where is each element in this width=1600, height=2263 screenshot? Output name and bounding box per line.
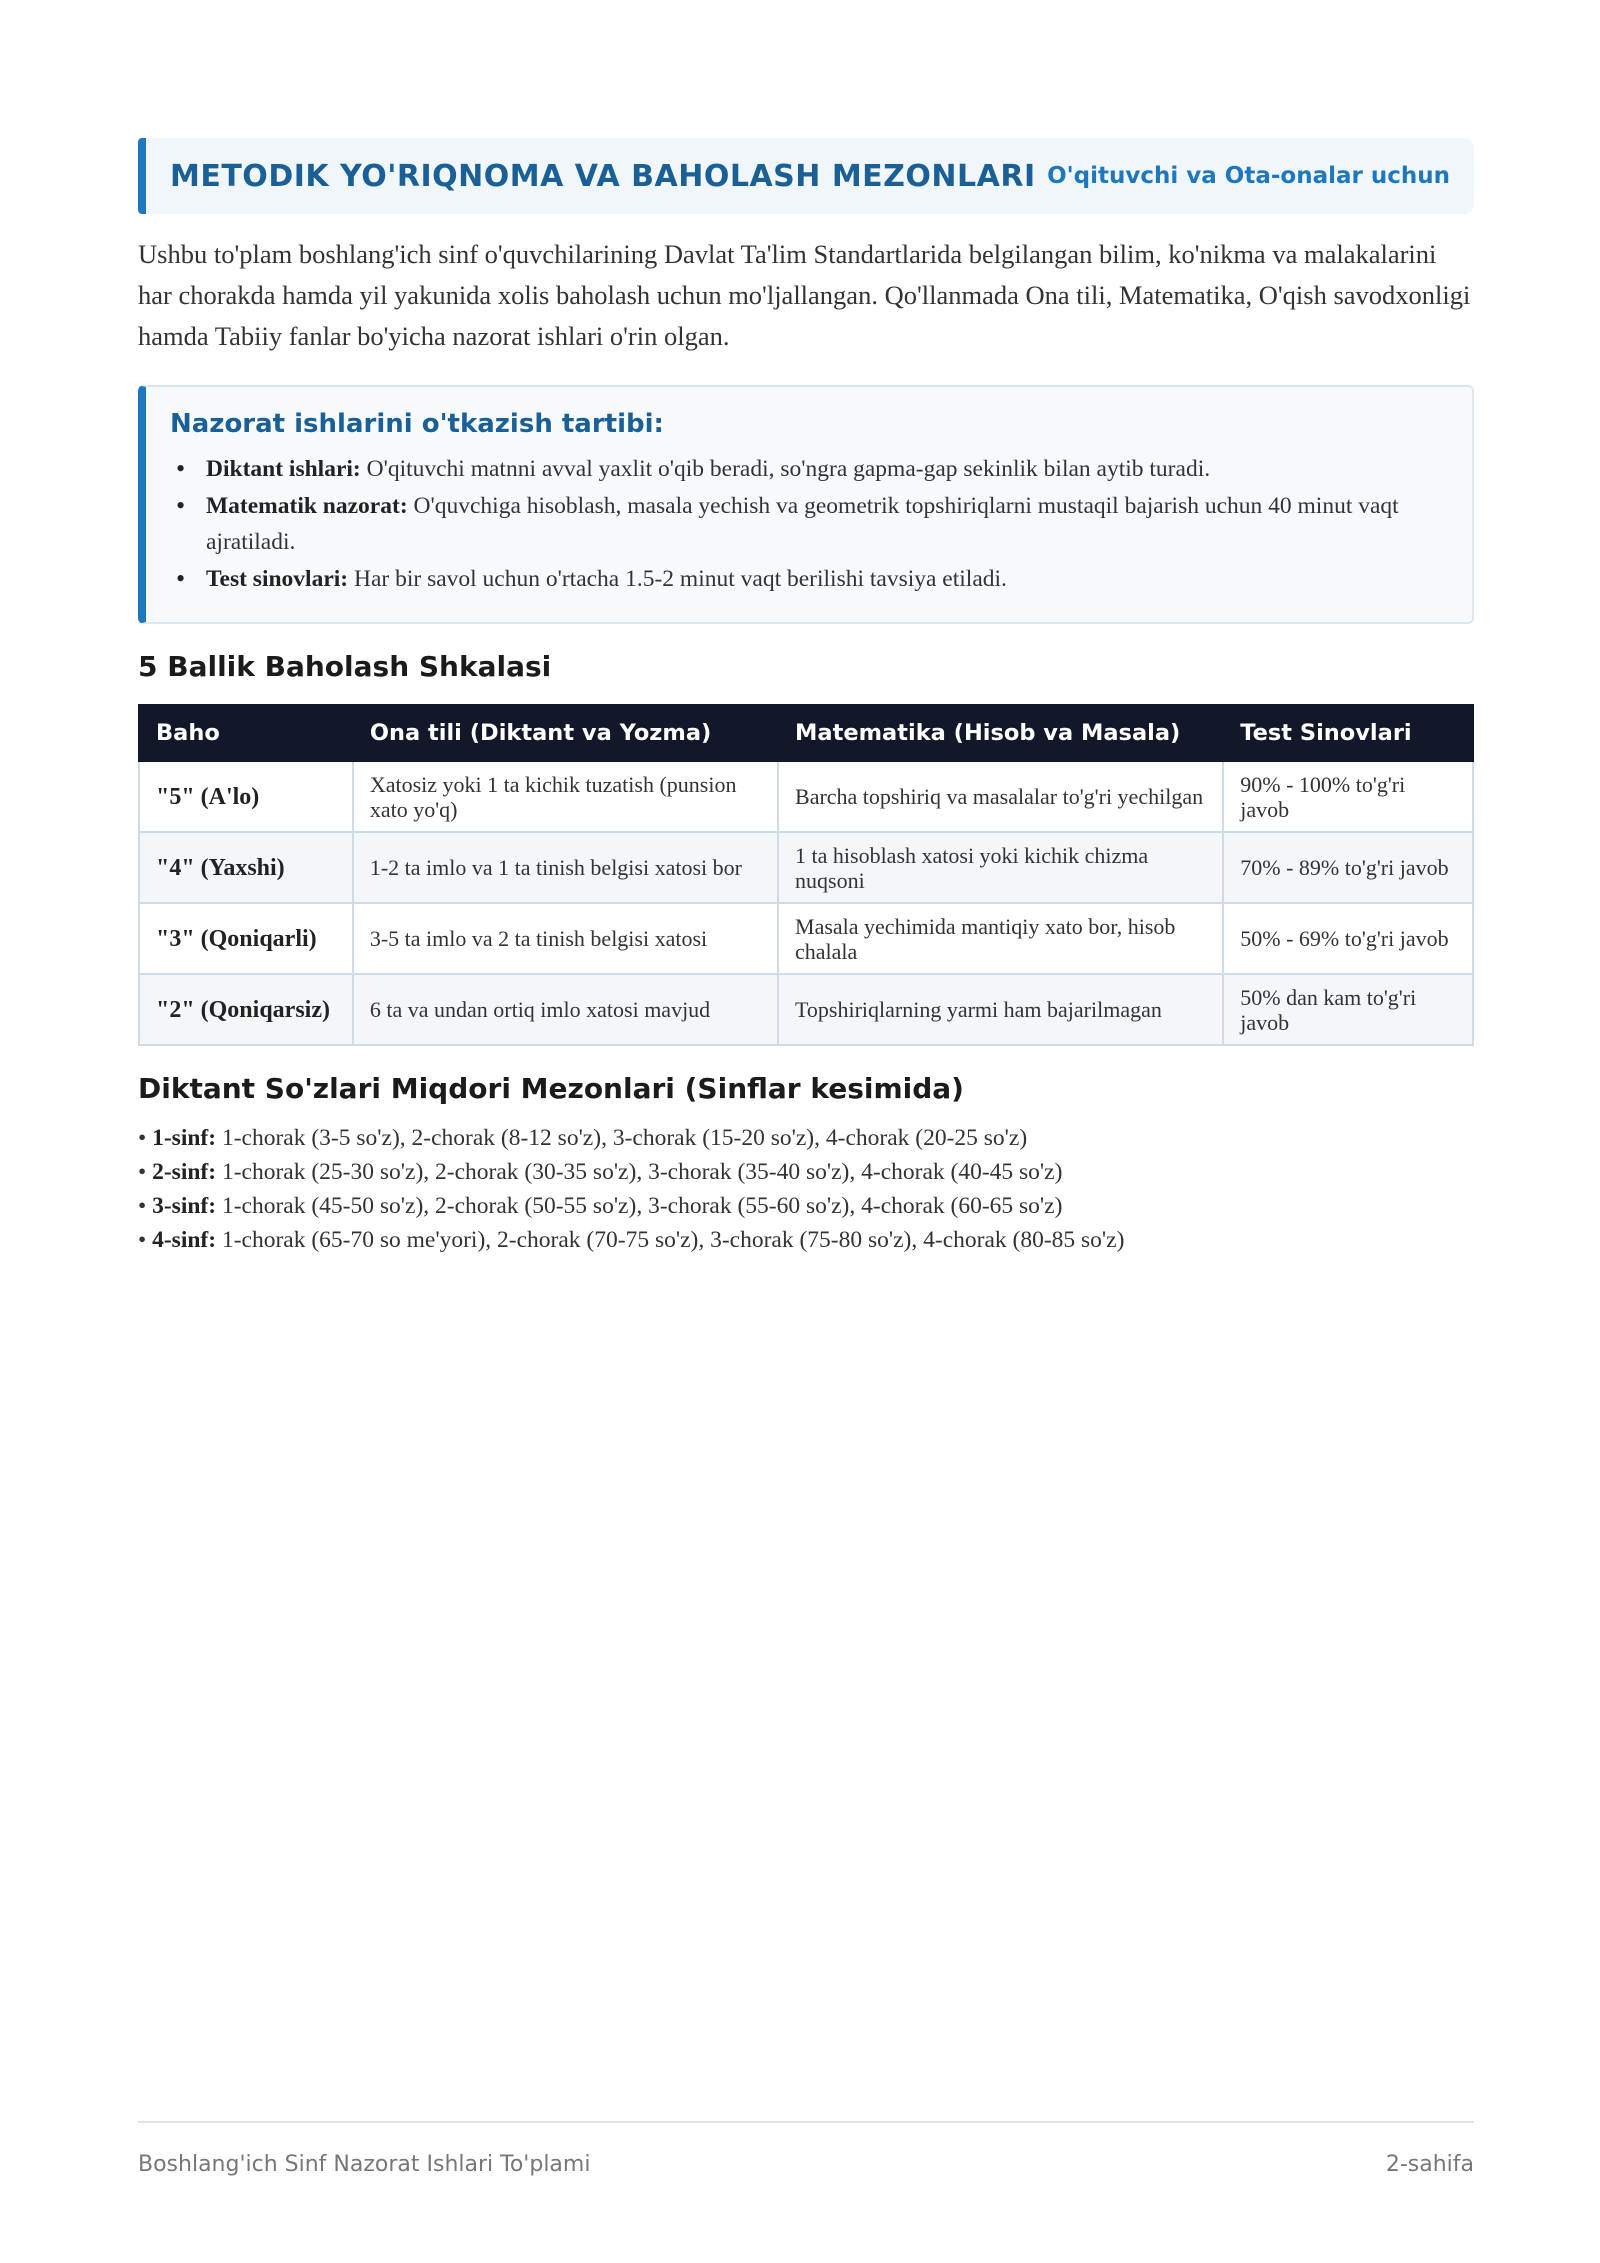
table-cell: 70% - 89% to'g'ri javob	[1223, 832, 1473, 903]
document-page	[138, 0, 1474, 2263]
procedure-item-label: Diktant ishlari:	[206, 456, 361, 482]
procedure-item-text: Har bir savol uchun o'rtacha 1.5-2 minut vaqt berilishi tavsiya etiladi.	[348, 565, 1007, 592]
grading-section-title: 5 Ballik Baholash Shkalasi	[138, 650, 552, 683]
grading-table	[138, 704, 1474, 1046]
page-subtitle: O'qituvchi va Ota-onalar uchun	[1047, 163, 1450, 189]
list-item-text: 1-chorak (25-30 so'z), 2-chorak (30-35 so'z), 3-chorak (35-40 so'z), 4-chorak (40-45 so'z)	[216, 1159, 1063, 1185]
intro-paragraph: Ushbu to'plam boshlang'ich sinf o'quvchilarining Davlat Ta'lim Standartlarida belgilangan bilim, ko'nikma va malakalarini har chorakda hamda yil yakunida xolis baholash uchun mo'ljallangan. Qo'llanmada Ona tili, Matematika, O'qish savodxonligi hamda Tabiiy fanlar bo'yicha nazorat ishlari o'rin olgan.	[138, 239, 1471, 351]
grade-label: 1-sinf:	[152, 1125, 217, 1151]
procedure-item-math	[170, 488, 1448, 561]
list-item-text: 1-chorak (65-70 so me'yori), 2-chorak (70-75 so'z), 3-chorak (75-80 so'z), 4-chorak (80-85 so'z)	[216, 1227, 1125, 1253]
footer-document-title: Boshlang'ich Sinf Nazorat Ishlari To'plami	[138, 2152, 591, 2177]
table-cell: Topshiriqlarning yarmi ham bajarilmagan	[778, 974, 1223, 1045]
page-title: METODIK YO'RIQNOMA VA BAHOLASH MEZONLARI	[170, 158, 1036, 194]
procedure-item-text: O'qituvchi matnni avval yaxlit o'qib beradi, so'ngra gapma-gap sekinlik bilan aytib turadi.	[360, 456, 1211, 482]
footer-divider	[138, 2121, 1474, 2123]
list-item-text: 1-chorak (3-5 so'z), 2-chorak (8-12 so'z), 3-chorak (15-20 so'z), 4-chorak (20-25 so'z)	[216, 1125, 1028, 1151]
table-cell: 1-2 ta imlo va 1 ta tinish belgisi xatosi bor	[353, 832, 778, 903]
table-cell: 3-5 ta imlo va 2 ta tinish belgisi xatosi	[353, 903, 778, 974]
table-cell: Barcha topshiriq va masalalar to'g'ri yechilgan	[778, 761, 1223, 832]
column-header-language: Ona tili (Diktant va Yozma)	[353, 705, 778, 761]
table-cell: 50% dan kam to'g'ri javob	[1223, 974, 1473, 1045]
table-cell: 50% - 69% to'g'ri javob	[1223, 903, 1473, 974]
table-cell: 1 ta hisoblash xatosi yoki kichik chizma nuqsoni	[778, 832, 1223, 903]
grade-cell: "5" (A'lo)	[139, 761, 353, 832]
dictation-section-title: Diktant So'zlari Miqdori Mezonlari (Sinflar kesimida)	[138, 1072, 964, 1105]
table-row	[139, 832, 1473, 903]
procedure-item-text: O'quvchiga hisoblash, masala yechish va geometrik topshiriqlarni mustaqil bajarish uchun 40 minut vaqt ajratiladi.	[206, 492, 1399, 555]
list-item: • 2-sinf: 1-chorak (25-30 so'z), 2-chorak (30-35 so'z), 3-chorak (35-40 so'z), 4-chorak (40-45 so'z)	[138, 1159, 1063, 1185]
procedure-item-label: Matematik nazorat:	[206, 492, 408, 519]
list-item: • 1-sinf: 1-chorak (3-5 so'z), 2-chorak (8-12 so'z), 3-chorak (15-20 so'z), 4-chorak (20-25 so'z)	[138, 1125, 1028, 1151]
list-item-text: 1-chorak (45-50 so'z), 2-chorak (50-55 so'z), 3-chorak (55-60 so'z), 4-chorak (60-65 so'z)	[216, 1193, 1063, 1219]
procedure-box	[138, 385, 1474, 624]
grade-cell: "3" (Qoniqarli)	[139, 903, 353, 974]
page-number: 2-sahifa	[1385, 2152, 1474, 2177]
dictation-list	[138, 1121, 1474, 1257]
grade-label: 4-sinf:	[152, 1227, 217, 1253]
procedure-list	[170, 451, 1448, 597]
list-item: • 4-sinf: 1-chorak (65-70 so me'yori), 2-chorak (70-75 so'z), 3-chorak (75-80 so'z), 4-chorak (80-85 so'z)	[138, 1227, 1125, 1253]
procedure-item-label: Test sinovlari:	[206, 565, 349, 592]
grade-label: 2-sinf:	[152, 1159, 217, 1185]
grade-label: 3-sinf:	[152, 1193, 217, 1219]
table-cell: 6 ta va undan ortiq imlo xatosi mavjud	[353, 974, 778, 1045]
grade-cell: "4" (Yaxshi)	[139, 832, 353, 903]
table-row	[139, 761, 1473, 832]
procedure-item-dictation	[170, 451, 1448, 488]
column-header-test: Test Sinovlari	[1223, 705, 1473, 761]
page-header-banner	[138, 138, 1474, 214]
grading-table-header-row	[139, 705, 1473, 761]
procedure-item-test	[170, 561, 1448, 598]
list-item: • 3-sinf: 1-chorak (45-50 so'z), 2-chorak (50-55 so'z), 3-chorak (55-60 so'z), 4-chorak (60-65 so'z)	[138, 1193, 1063, 1219]
table-row	[139, 974, 1473, 1045]
table-cell: Xatosiz yoki 1 ta kichik tuzatish (punsion xato yo'q)	[353, 761, 778, 832]
column-header-math: Matematika (Hisob va Masala)	[778, 705, 1223, 761]
page-footer	[138, 2152, 1474, 2177]
grade-cell: "2" (Qoniqarsiz)	[139, 974, 353, 1045]
table-cell: 90% - 100% to'g'ri javob	[1223, 761, 1473, 832]
table-row	[139, 903, 1473, 974]
table-cell: Masala yechimida mantiqiy xato bor, hisob chalala	[778, 903, 1223, 974]
column-header-grade: Baho	[139, 705, 353, 761]
procedure-title: Nazorat ishlarini o'tkazish tartibi:	[170, 409, 664, 439]
